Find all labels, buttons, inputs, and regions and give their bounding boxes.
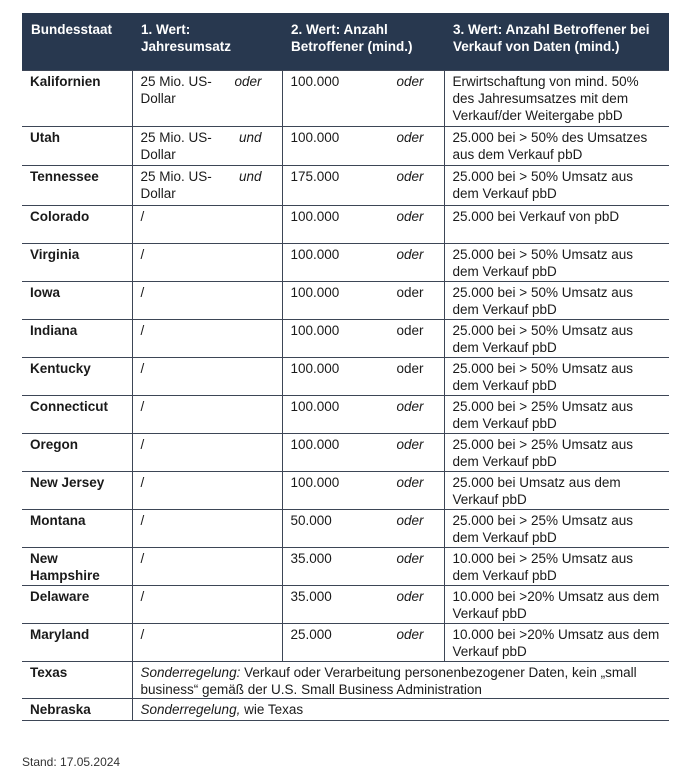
- revenue-cell: [132, 623, 282, 661]
- affected-connector: oder: [396, 208, 424, 224]
- affected-connector: oder: [396, 284, 424, 300]
- sale-cell: 25.000 bei > 50% des Umsatzes aus dem Verkauf pbD: [444, 126, 669, 165]
- affected-cell: [282, 70, 444, 126]
- affected-value: 100.000: [290, 322, 340, 338]
- affected-connector: oder: [396, 512, 424, 528]
- table-row: [22, 471, 669, 509]
- affected-value: 100.000: [290, 73, 340, 89]
- affected-cell: [282, 243, 444, 281]
- affected-cell: [282, 623, 444, 661]
- revenue-connector: und: [238, 129, 262, 145]
- revenue-value: 25 Mio. US-Dollar: [140, 129, 212, 162]
- affected-value: 100.000: [290, 436, 340, 452]
- revenue-connector: [262, 398, 274, 415]
- affected-connector: oder: [396, 246, 424, 262]
- table-row: [22, 165, 669, 205]
- revenue-connector: [262, 474, 274, 491]
- state-privacy-thresholds-table: [22, 13, 669, 721]
- revenue-value: /: [140, 436, 145, 452]
- revenue-connector: [262, 626, 274, 643]
- state-cell: Indiana: [22, 319, 132, 357]
- table-row: [22, 70, 669, 126]
- affected-cell: [282, 471, 444, 509]
- revenue-connector: [262, 284, 274, 301]
- state-cell: New Jersey: [22, 471, 132, 509]
- revenue-cell: [132, 433, 282, 471]
- sale-cell: 25.000 bei > 50% Umsatz aus dem Verkauf pbD: [444, 165, 669, 205]
- sale-cell: 25.000 bei > 50% Umsatz aus dem Verkauf pbD: [444, 243, 669, 281]
- revenue-connector: [262, 512, 274, 529]
- affected-cell: [282, 126, 444, 165]
- table-row: [22, 509, 669, 547]
- affected-cell: [282, 395, 444, 433]
- state-cell: Connecticut: [22, 395, 132, 433]
- affected-value: 100.000: [290, 246, 340, 262]
- revenue-cell: [132, 319, 282, 357]
- revenue-connector: [262, 588, 274, 605]
- revenue-value: /: [140, 246, 145, 262]
- state-cell: New Hampshire: [22, 547, 132, 585]
- affected-cell: [282, 281, 444, 319]
- affected-cell: [282, 509, 444, 547]
- affected-value: 35.000: [290, 588, 332, 604]
- special-rule-label: Sonderregelung,: [140, 701, 241, 717]
- revenue-connector: [262, 550, 274, 567]
- table-row: [22, 547, 669, 585]
- revenue-value: /: [140, 588, 145, 604]
- affected-value: 100.000: [290, 284, 340, 300]
- affected-value: 100.000: [290, 474, 340, 490]
- revenue-cell: [132, 126, 282, 165]
- state-cell: Tennessee: [22, 165, 132, 205]
- sale-cell: 25.000 bei Umsatz aus dem Verkauf pbD: [444, 471, 669, 509]
- revenue-cell: [132, 547, 282, 585]
- affected-connector: oder: [396, 73, 424, 89]
- revenue-value: 25 Mio. US-Dollar: [140, 73, 212, 106]
- sale-cell: 25.000 bei > 25% Umsatz aus dem Verkauf pbD: [444, 433, 669, 471]
- state-cell: Delaware: [22, 585, 132, 623]
- affected-connector: oder: [396, 398, 424, 414]
- sale-cell: 25.000 bei > 50% Umsatz aus dem Verkauf pbD: [444, 319, 669, 357]
- affected-value: 100.000: [290, 360, 340, 376]
- sale-cell: 25.000 bei > 25% Umsatz aus dem Verkauf pbD: [444, 395, 669, 433]
- table-row: [22, 126, 669, 165]
- revenue-cell: [132, 205, 282, 243]
- revenue-value: /: [140, 398, 145, 414]
- header-sale: 3. Wert: Anzahl Betroffener bei Verkauf von Daten (mind.): [444, 13, 669, 70]
- special-row: [22, 698, 669, 720]
- affected-connector: oder: [396, 360, 424, 376]
- revenue-connector: [262, 208, 274, 225]
- revenue-cell: [132, 357, 282, 395]
- revenue-value: /: [140, 208, 145, 224]
- header-affected: 2. Wert: Anzahl Betroffener (mind.): [282, 13, 444, 70]
- table-row: [22, 243, 669, 281]
- affected-value: 100.000: [290, 398, 340, 414]
- affected-connector: oder: [396, 168, 424, 184]
- header-row: [22, 13, 669, 70]
- sale-cell: 25.000 bei > 25% Umsatz aus dem Verkauf pbD: [444, 509, 669, 547]
- revenue-cell: [132, 70, 282, 126]
- revenue-connector: [262, 436, 274, 453]
- affected-value: 35.000: [290, 550, 332, 566]
- revenue-cell: [132, 471, 282, 509]
- revenue-cell: [132, 281, 282, 319]
- table-row: [22, 433, 669, 471]
- affected-value: 100.000: [290, 129, 340, 145]
- state-cell: Utah: [22, 126, 132, 165]
- revenue-connector: und: [238, 168, 262, 184]
- state-cell: Nebraska: [22, 698, 132, 720]
- special-row: [22, 661, 669, 698]
- affected-connector: oder: [396, 626, 424, 642]
- affected-cell: [282, 319, 444, 357]
- affected-connector: oder: [396, 588, 424, 604]
- affected-value: 100.000: [290, 208, 340, 224]
- table-body: [22, 70, 669, 720]
- state-cell: Kentucky: [22, 357, 132, 395]
- affected-cell: [282, 357, 444, 395]
- table-row: [22, 357, 669, 395]
- sale-cell: 25.000 bei > 50% Umsatz aus dem Verkauf pbD: [444, 357, 669, 395]
- affected-connector: oder: [396, 436, 424, 452]
- affected-value: 175.000: [290, 168, 340, 184]
- affected-cell: [282, 585, 444, 623]
- state-cell: Montana: [22, 509, 132, 547]
- affected-cell: [282, 547, 444, 585]
- table-row: [22, 585, 669, 623]
- state-cell: Maryland: [22, 623, 132, 661]
- state-cell: Texas: [22, 661, 132, 698]
- affected-value: 25.000: [290, 626, 332, 642]
- sale-cell: 10.000 bei >20% Umsatz aus dem Verkauf pbD: [444, 623, 669, 661]
- revenue-cell: [132, 509, 282, 547]
- sale-cell: 25.000 bei Verkauf von pbD: [444, 205, 669, 243]
- table-row: [22, 623, 669, 661]
- special-rule-text: Verkauf oder Verarbeitung personenbezogener Daten, kein „small business“ gemäß der U.S. Small Business Administration: [140, 664, 637, 697]
- revenue-connector: [262, 322, 274, 339]
- sale-cell: Erwirtschaftung von mind. 50% des Jahresumsatzes mit dem Verkauf/der Weitergabe pbD: [444, 70, 669, 126]
- state-cell: Virginia: [22, 243, 132, 281]
- revenue-value: 25 Mio. US-Dollar: [140, 168, 212, 201]
- special-rule-cell: [132, 661, 669, 698]
- revenue-cell: [132, 243, 282, 281]
- state-cell: Colorado: [22, 205, 132, 243]
- special-rule-label: Sonderregelung:: [140, 664, 241, 680]
- revenue-connector: oder: [234, 73, 262, 89]
- revenue-value: /: [140, 474, 145, 490]
- revenue-cell: [132, 585, 282, 623]
- state-cell: Kalifornien: [22, 70, 132, 126]
- as-of-date: Stand: 17.05.2024: [22, 755, 121, 769]
- affected-connector: oder: [396, 550, 424, 566]
- affected-connector: oder: [396, 474, 424, 490]
- sale-cell: 10.000 bei > 25% Umsatz aus dem Verkauf pbD: [444, 547, 669, 585]
- revenue-value: /: [140, 626, 145, 642]
- affected-cell: [282, 433, 444, 471]
- table-row: [22, 395, 669, 433]
- table-row: [22, 205, 669, 243]
- affected-cell: [282, 165, 444, 205]
- header-revenue: 1. Wert: Jahresumsatz: [132, 13, 282, 70]
- revenue-connector: [262, 246, 274, 263]
- revenue-value: /: [140, 550, 145, 566]
- revenue-cell: [132, 165, 282, 205]
- revenue-connector: [262, 360, 274, 377]
- revenue-value: /: [140, 322, 145, 338]
- sale-cell: 25.000 bei > 50% Umsatz aus dem Verkauf pbD: [444, 281, 669, 319]
- special-rule-cell: [132, 698, 669, 720]
- affected-connector: oder: [396, 129, 424, 145]
- header-state: Bundesstaat: [22, 13, 132, 70]
- affected-connector: oder: [396, 322, 424, 338]
- affected-cell: [282, 205, 444, 243]
- revenue-value: /: [140, 360, 145, 376]
- sale-cell: 10.000 bei >20% Umsatz aus dem Verkauf pbD: [444, 585, 669, 623]
- special-rule-text: wie Texas: [240, 701, 304, 717]
- state-cell: Iowa: [22, 281, 132, 319]
- state-cell: Oregon: [22, 433, 132, 471]
- table-row: [22, 281, 669, 319]
- revenue-cell: [132, 395, 282, 433]
- table-row: [22, 319, 669, 357]
- revenue-value: /: [140, 512, 145, 528]
- affected-value: 50.000: [290, 512, 332, 528]
- revenue-value: /: [140, 284, 145, 300]
